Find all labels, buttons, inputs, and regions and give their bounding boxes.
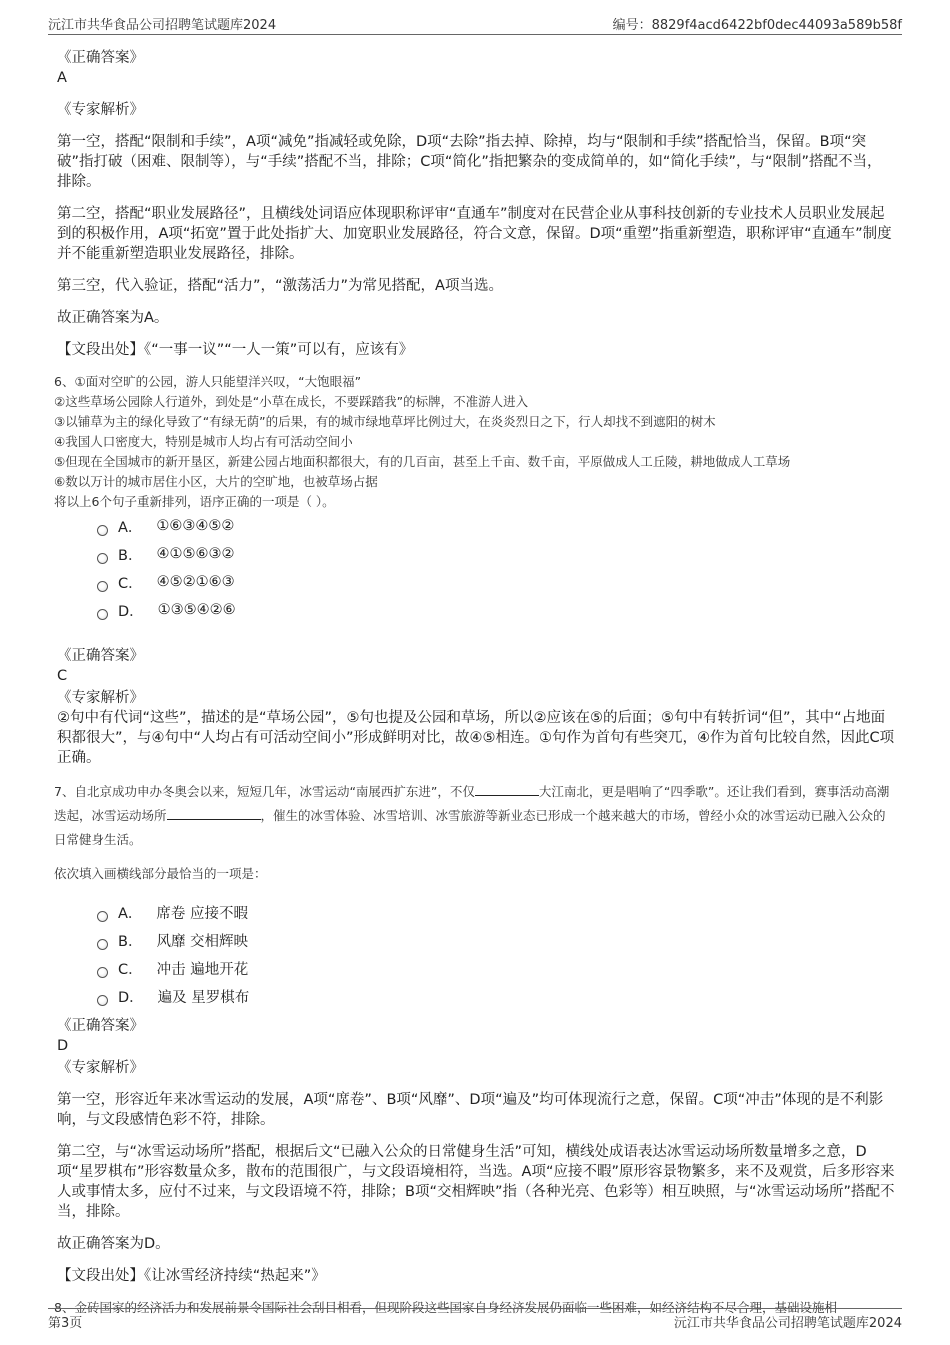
option-text: ④①⑤⑥③② [156, 546, 235, 562]
q7-answer-label: 《正确答案》 [57, 1018, 144, 1034]
q7-option-c[interactable] [97, 954, 895, 982]
q7-stem [54, 780, 895, 852]
q6-analysis-label: 《专家解析》 [57, 690, 144, 706]
q5-answer-label: 《正确答案》 [57, 50, 144, 66]
page-header [48, 14, 902, 33]
q6-stem-line: ⑥数以万计的城市居住小区，大片的空旷地，也被草场占据 [54, 474, 378, 489]
q5-analysis-para2: 第二空，搭配“职业发展路径”，且横线处词语应体现职称评审“直通车”制度对在民营企业从事科技创新的专业技术人员职业发展起到的积极作用，A项“拓宽”置于此处指扩大、加宽职业发展路径，符合文意，保留。D项“重塑”指重新塑造，职称评审“直通车”制度并不能重新塑造职业发展路径，排除。 [57, 206, 892, 262]
footer-title: 沅江市共华食品公司招聘笔试题库2024 [673, 1316, 902, 1331]
q7-analysis-label: 《专家解析》 [57, 1060, 144, 1076]
option-text: ①⑥③④⑤② [156, 518, 235, 534]
q5-analysis-label: 《专家解析》 [57, 102, 144, 118]
radio-icon[interactable] [97, 911, 108, 922]
radio-icon[interactable] [97, 939, 108, 950]
q6-stem-line: 将以上6个句子重新排列，语序正确的一项是（ ）。 [54, 494, 335, 509]
option-text: 冲击 遍地开花 [156, 961, 249, 978]
q6-option-c[interactable] [97, 568, 895, 596]
q6-stem-line: ②这些草场公园除人行道外，到处是“小草在成长，不要踩踏我”的标牌，不准游人进入 [54, 394, 529, 409]
q5-source: 【文段出处】《“一事一议”“一人一策”可以有，应该有》 [57, 342, 414, 358]
header-title: 沅江市共华食品公司招聘笔试题库2024 [48, 18, 277, 33]
q7-prompt: 依次填入画横线部分最恰当的一项是： [54, 866, 267, 881]
q6-analysis: ②句中有代词“这些”，描述的是“草场公园”，⑤句也提及公园和草场，所以②应该在⑤的后面；⑤句中有转折词“但”，其中“占地面积都很大”，与④句中“人均占有可活动空间小”形成鲜明对比，故④⑤相连。①句作为首句有些突兀，④作为首句比较自然，因此C项正确。 [57, 710, 895, 766]
q6-answer-label: 《正确答案》 [57, 648, 144, 664]
q7-option-a[interactable] [97, 898, 895, 926]
q7-analysis-para2: 第二空，与“冰雪运动场所”搭配，根据后文“已融入公众的日常健身生活”可知，横线处成语表达冰雪运动场所数量增多之意，D项“星罗棋布”形容数量众多，散布的范围很广，与文段语境相符，当选。A项“应接不暇”原形容景物繁多，来不及观赏，后多形容来人或事情太多，应付不过来，与文段语境不符，排除；B项“交相辉映”指（各种光亮、色彩等）相互映照，与“冰雪运动场所”搭配不当，排除。 [57, 1144, 895, 1220]
option-letter: C． [118, 575, 143, 592]
option-letter: B． [118, 547, 143, 564]
radio-icon[interactable] [97, 967, 108, 978]
q6-option-a[interactable] [97, 512, 895, 540]
radio-icon[interactable] [97, 609, 108, 620]
q5-analysis-para3: 第三空，代入验证，搭配“活力”，“激荡活力”为常见搭配，A项当选。 [57, 278, 503, 294]
q5-analysis-para1: 第一空，搭配“限制和手续”，A项“减免”指减轻或免除，D项“去除”指去掉、除掉，均与“限制和手续”搭配恰当，保留。B项“突破”指打破（困难、限制等），与“手续”搭配不当，排除；C项“简化”指把繁杂的变成简单的，如“简化手续”，与“限制”搭配不当，排除。 [57, 134, 882, 190]
page-number: 第3页 [48, 1316, 83, 1331]
q6-option-b[interactable] [97, 540, 895, 568]
q6-option-d[interactable] [97, 596, 895, 624]
option-letter: D． [118, 989, 144, 1006]
q7-analysis-para1: 第一空，形容近年来冰雪运动的发展，A项“席卷”、B项“风靡”、D项“遍及”均可体现流行之意，保留。C项“冲击”体现的是不利影响，与文段感情色彩不符，排除。 [57, 1092, 884, 1128]
header-divider [48, 34, 902, 35]
q7-option-d[interactable] [97, 982, 895, 1010]
option-letter: D． [118, 603, 144, 620]
q7-answer: D [57, 1038, 69, 1054]
page-footer [48, 1312, 902, 1331]
radio-icon[interactable] [97, 525, 108, 536]
option-text: 遍及 星罗棋布 [157, 989, 250, 1006]
option-letter: A． [118, 519, 143, 536]
header-doc-id: 编号：8829f4acd6422bf0dec44093a589b58f [612, 18, 902, 33]
q7-source: 【文段出处】《让冰雪经济持续“热起来”》 [57, 1268, 326, 1284]
q5-conclusion: 故正确答案为A。 [57, 310, 169, 326]
q7-option-b[interactable] [97, 926, 895, 954]
q6-stem [54, 372, 895, 512]
footer-divider [48, 1308, 902, 1309]
radio-icon[interactable] [97, 553, 108, 564]
q6-answer: C [57, 668, 68, 684]
q6-stem-line: 6、①面对空旷的公园，游人只能望洋兴叹，“大饱眼福” [54, 374, 362, 389]
option-text: ①③⑤④②⑥ [157, 602, 236, 618]
q7-options [57, 898, 895, 1010]
q6-stem-line: ③以铺草为主的绿化导致了“有绿无荫”的后果，有的城市绿地草坪比例过大，在炎炎烈日之下，行人却找不到遮阳的树木 [54, 414, 716, 429]
q6-stem-line: ④我国人口密度大，特别是城市人均占有可活动空间小 [54, 434, 353, 449]
q7-stem-part: 大江南北，更是唱响了“四季歌”。还让我们看到，赛事活动高潮迭起，冰雪运动场所 [54, 784, 890, 823]
q8-stem: 8、金砖国家的经济活力和发展前景令国际社会刮目相看，但现阶段这些国家自身经济发展仍面临一些困难，如经济结构不尽合理，基础设施相 [54, 1300, 837, 1315]
q7-stem-part: 7、自北京成功申办冬奥会以来，短短几年，冰雪运动“南展西扩东进”，不仅 [54, 784, 475, 799]
fill-blank-1 [475, 781, 539, 796]
option-text: ④⑤②①⑥③ [156, 574, 235, 590]
option-text: 席卷 应接不暇 [156, 905, 249, 922]
q7-conclusion: 故正确答案为D。 [57, 1236, 170, 1252]
option-letter: B． [118, 933, 143, 950]
radio-icon[interactable] [97, 581, 108, 592]
radio-icon[interactable] [97, 995, 108, 1006]
q7-stem-part: ，催生的冰雪体验、冰雪培训、冰雪旅游等新业态已形成一个越来越大的市场，曾经小众的冰雪运动已融入公众的日常健身生活。 [54, 808, 886, 847]
option-text: 风靡 交相辉映 [156, 933, 249, 950]
q5-answer: A [57, 70, 67, 86]
fill-blank-2 [167, 805, 261, 820]
page-content [54, 48, 895, 1318]
q6-stem-line: ⑤但现在全国城市的新开垦区，新建公园占地面积都很大，有的几百亩，甚至上千亩、数千亩，平原做成人工丘陵，耕地做成人工草场 [54, 454, 791, 469]
option-letter: C． [118, 961, 143, 978]
option-letter: A． [118, 905, 143, 922]
q6-options [57, 512, 895, 624]
